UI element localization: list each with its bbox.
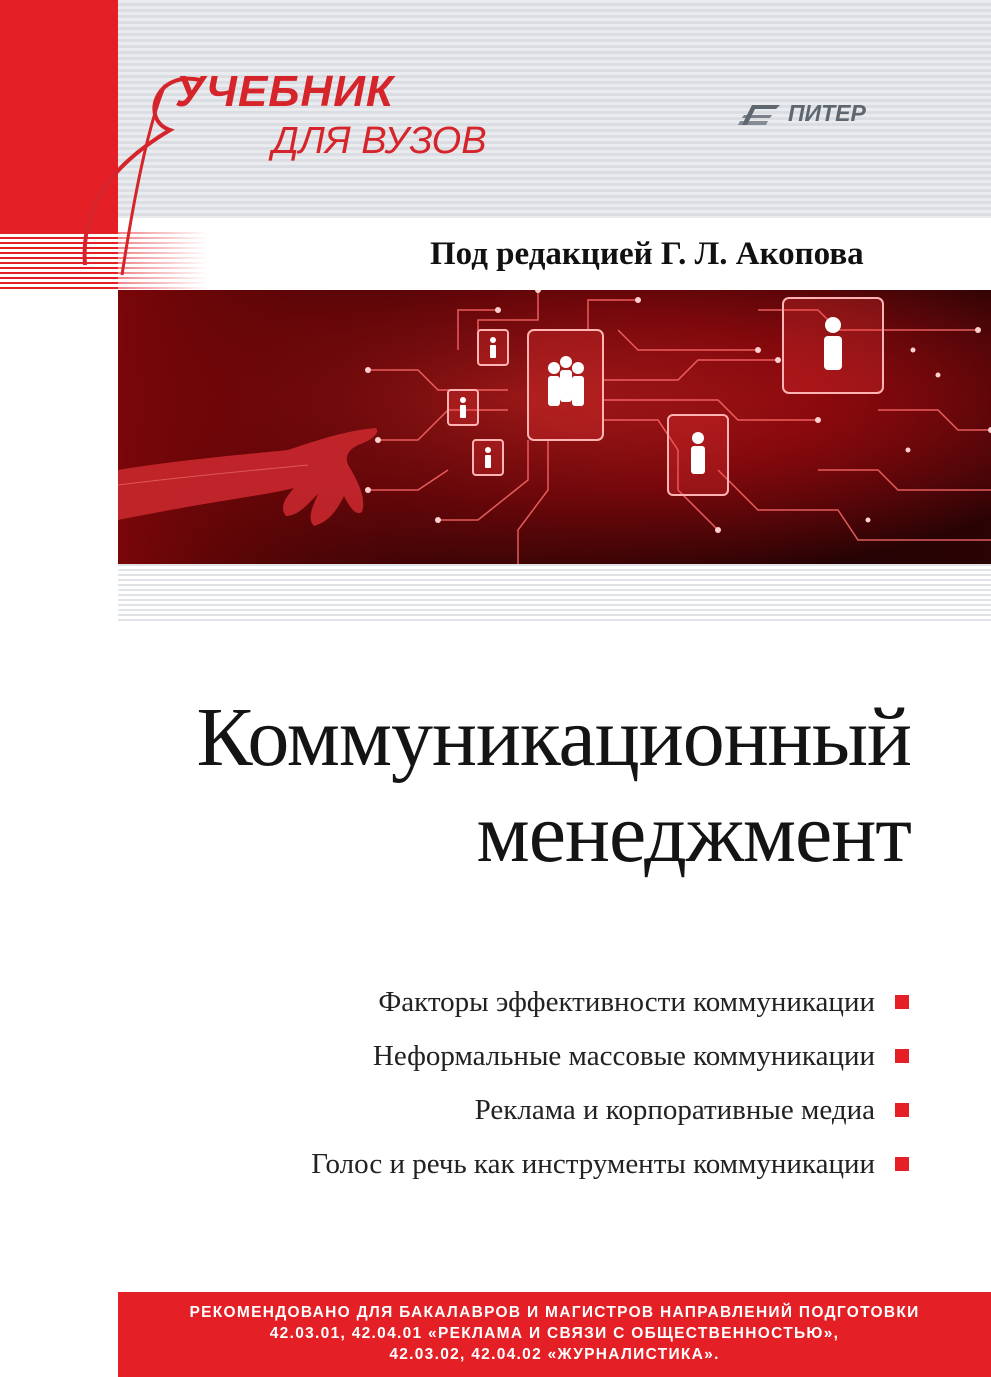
topic-text: Голос и речь как инструменты коммуникации [311,1147,875,1180]
recommendation-line3: 42.03.02, 42.04.02 «ЖУРНАЛИСТИКА». [389,1346,720,1363]
topic-text: Неформальные массовые коммуникации [372,1039,875,1072]
recommendation-line2: 42.03.01, 42.04.01 «РЕКЛАМА И СВЯЗИ С ОБЩЕСТВЕННОСТЬЮ», [269,1325,840,1342]
circuit-illustration [118,290,991,564]
grey-line-pattern [118,564,991,624]
series-subtitle: ДЛЯ ВУЗОВ [272,120,487,162]
list-item [311,1029,909,1083]
square-bullet-icon [895,1157,909,1171]
book-title-line2: менеджмент [476,787,911,880]
recommendation-banner [118,1292,991,1377]
topic-text: Реклама и корпоративные медиа [474,1093,875,1126]
piter-logo-icon [738,101,782,127]
list-item [311,1083,909,1137]
list-item [311,975,909,1029]
editor-line: Под редакцией Г. Л. Акопова [430,236,864,272]
topic-text: Факторы эффективности коммуникации [378,985,875,1018]
publisher-name: ПИТЕР [788,100,866,126]
publisher-logo [738,100,866,127]
recommendation-line1: РЕКОМЕНДОВАНО ДЛЯ БАКАЛАВРОВ И МАГИСТРОВ НАПРАВЛЕНИЙ ПОДГОТОВКИ [189,1304,920,1321]
square-bullet-icon [895,995,909,1009]
topics-list [311,975,909,1191]
book-title-line1: Коммуникационный [196,691,911,784]
cover-illustration [118,290,991,564]
book-title [197,690,912,882]
series-title: УЧЕБНИК [175,67,394,116]
square-bullet-icon [895,1103,909,1117]
list-item [311,1137,909,1191]
square-bullet-icon [895,1049,909,1063]
